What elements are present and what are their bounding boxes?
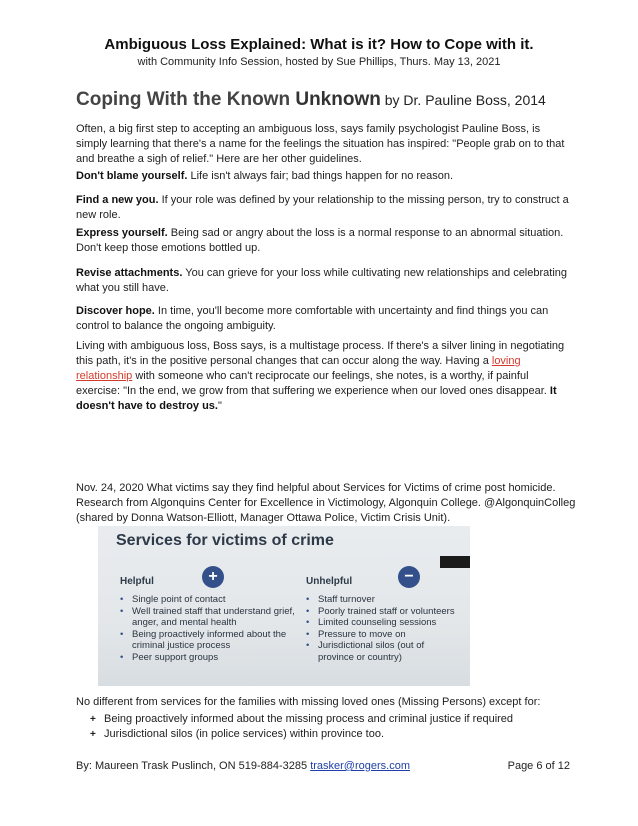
heading-main: Coping With the Known: [76, 89, 296, 110]
closing-bold: It doesn't have to destroy us.: [76, 385, 557, 412]
intro-paragraph: Often, a big first step to accepting an ambiguous loss, says family psychologist Pauline Boss, is simply learning that there's a name for the feelings the situation has inspired: "People grab on to that and breathe a sigh of relief." Here are her other guidelines.: [76, 123, 565, 165]
list-item: • Well trained staff that understand grief, anger, and mental health: [120, 606, 300, 629]
note-line: Nov. 24, 2020 What victims say they find helpful about Services for Victims of crime post homicide.: [76, 482, 556, 494]
after-photo-text: No different from services for the families with missing loved ones (Missing Persons) except for:: [76, 696, 541, 708]
unhelpful-list: [306, 594, 456, 663]
photo-title: Services for victims of crime: [116, 532, 334, 549]
photo-dark-band: [440, 556, 470, 568]
page-number: Page 6 of 12: [507, 760, 570, 772]
guideline-label: Discover hope.: [76, 305, 155, 317]
guideline-label: Express yourself.: [76, 227, 168, 239]
helpful-heading: Helpful: [120, 576, 154, 587]
guideline-label: Don't blame yourself.: [76, 170, 188, 182]
heading-byline: by Dr. Pauline Boss, 2014: [380, 92, 546, 108]
footer-author: By: Maureen Trask Puslinch, ON 519-884-3285: [76, 760, 311, 772]
note-line: Research from Algonquins Center for Excellence in Victimology, Algonquin College. @AlgonquinColleg: [76, 497, 576, 509]
guideline-label: Revise attachments.: [76, 267, 183, 279]
page-footer: [76, 760, 570, 772]
guideline-1: [76, 169, 574, 184]
section-heading: [76, 89, 546, 111]
list-item: • Jurisdictional silos (out of province or country): [306, 640, 456, 663]
plus-bullet-icon: +: [90, 714, 96, 725]
list-item: • Single point of contact: [120, 594, 300, 606]
list-item: • Pressure to move on: [306, 629, 456, 641]
closing-text-2: with someone who can't reciprocate our feelings, she notes, is a worthy, if painful exercise: "In the end, we grow from that suffering we experience when our loved ones disappear.: [76, 370, 550, 397]
guideline-text: Life isn't always fair; bad things happen for no reason.: [187, 170, 454, 182]
document-title: Ambiguous Loss Explained: What is it? How to Cope with it.: [104, 36, 534, 53]
services-photo: [98, 526, 470, 686]
note-line: (shared by Donna Watson-Elliott, Manager Ottawa Police, Victim Crisis Unit).: [76, 512, 451, 524]
exception-list: [90, 712, 513, 742]
plus-icon: +: [202, 566, 224, 588]
helpful-list: [120, 594, 300, 663]
closing-text: Living with ambiguous loss, Boss says, is a multistage process. If there's a silver lining in negotiating this path, it's in the positive personal changes that can occur along the way. Having a: [76, 340, 565, 367]
guideline-5: [76, 304, 574, 334]
list-item: • Being proactively informed about the criminal justice process: [120, 629, 300, 652]
research-note: [76, 481, 576, 526]
unhelpful-heading: Unhelpful: [306, 576, 353, 587]
guideline-text: If your role was defined by your relationship to the missing person, try to construct a new role.: [76, 194, 569, 221]
list-item: • Staff turnover: [306, 594, 456, 606]
minus-icon: −: [398, 566, 420, 588]
list-item: + Jurisdictional silos (in police services) within province too.: [90, 728, 385, 740]
list-item: • Peer support groups: [120, 652, 300, 664]
list-item: + Being proactively informed about the missing process and criminal justice if required: [90, 713, 514, 725]
guideline-3: [76, 226, 574, 256]
guideline-4: [76, 266, 574, 296]
document-subtitle: with Community Info Session, hosted by Sue Phillips, Thurs. May 13, 2021: [137, 56, 501, 68]
list-item: • Limited counseling sessions: [306, 617, 456, 629]
plus-bullet-icon: +: [90, 729, 96, 740]
guideline-2: [76, 193, 574, 223]
closing-quote: ": [217, 400, 222, 412]
guideline-text: Being sad or angry about the loss is a normal response to an abnormal situation. Don't keep those emotions bottled up.: [76, 227, 564, 254]
heading-emphasis: Unknown: [295, 89, 381, 110]
guideline-text: In time, you'll become more comfortable with uncertainty and find things you can control to balance the ongoing ambiguity.: [76, 305, 549, 332]
guideline-label: Find a new you.: [76, 194, 159, 206]
closing-paragraph: [76, 339, 574, 414]
loving-relationship-link[interactable]: loving relationship: [76, 355, 521, 382]
email-link[interactable]: trasker@rogers.com: [310, 760, 410, 772]
guideline-text: You can grieve for your loss while cultivating new relationships and celebrating what you still have.: [76, 267, 568, 294]
list-item: • Poorly trained staff or volunteers: [306, 606, 456, 618]
